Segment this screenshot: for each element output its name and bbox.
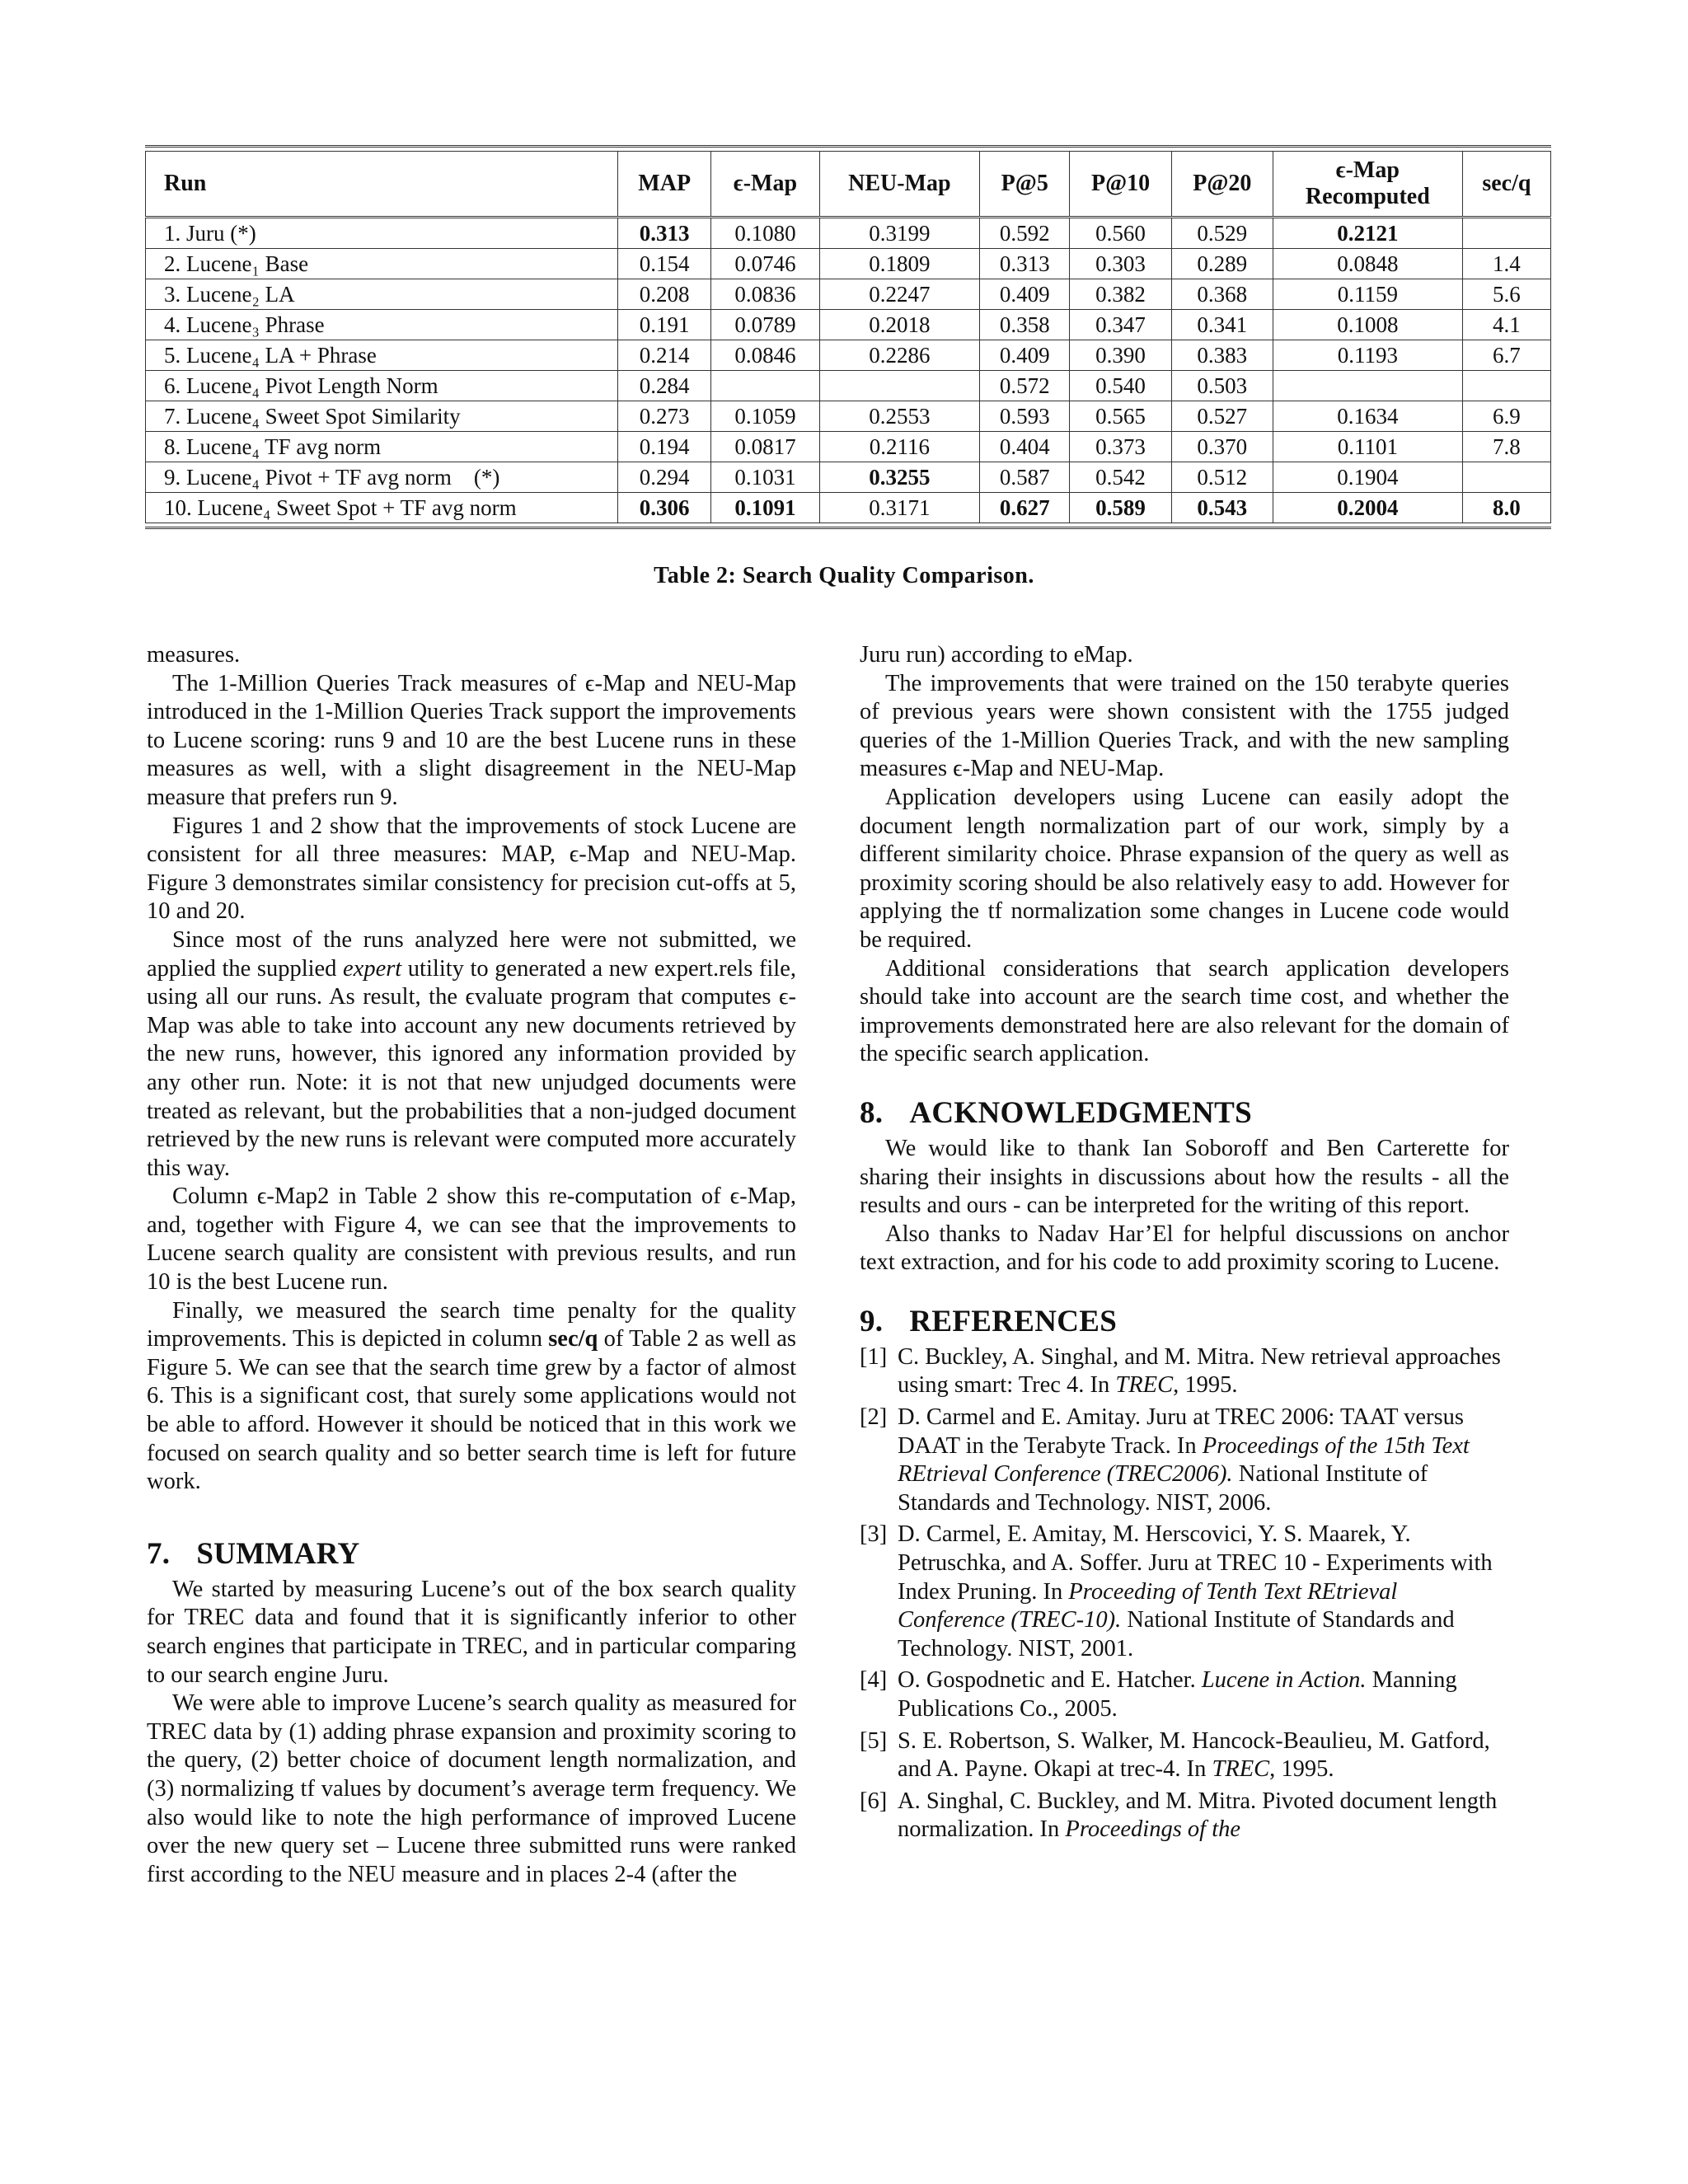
paragraph: measures.: [147, 642, 241, 668]
cell-p10: 0.382: [1070, 279, 1171, 310]
emphasis-text: TREC: [1212, 1756, 1270, 1783]
section-number: 8.: [860, 1095, 884, 1130]
cell-run: 7. Lucene₄ Sweet Spot Similarity: [146, 401, 618, 432]
cell-p10: 0.565: [1070, 401, 1171, 432]
emphasis-text: Proceeding of Tenth Text REtrieval Conference (TREC-10).: [898, 1578, 1398, 1633]
table-row: [146, 493, 1551, 523]
text-span: of Table 2 as well as Figure 5. We can see that the search time grew by a factor of almost 6. This is a significant cost, that surely some applications would not be able to afford. However it should be noticed that in this work we focused on search quality and so better search time is left for future work.: [147, 1326, 796, 1495]
col-header-secq: sec/q: [1462, 152, 1550, 218]
cell-secq: 7.8: [1462, 432, 1550, 462]
cell-p10: 0.347: [1070, 310, 1171, 340]
reference-item: [860, 1404, 1509, 1517]
reference-number: [6]: [860, 1788, 888, 1814]
cell-p10: 0.390: [1070, 340, 1171, 371]
col-header-emap-line1: ϵ-Map: [1335, 157, 1400, 183]
cell-emap: 0.0836: [711, 279, 819, 310]
text-span: , 1995.: [1269, 1756, 1334, 1783]
emphasis-text: Lucene in Action.: [1201, 1667, 1367, 1694]
bold-text: sec/q: [548, 1326, 598, 1352]
cell-map: 0.154: [618, 249, 711, 279]
col-header-p20: P@20: [1171, 152, 1273, 218]
cell-neu: [819, 371, 980, 401]
text-span: Since most of the runs analyzed here were not submitted, we applied the supplied: [147, 926, 796, 982]
cell-run: 4. Lucene₃ Phrase: [146, 310, 618, 340]
reference-item: [860, 1788, 1509, 1844]
cell-p5: 0.627: [980, 493, 1070, 523]
cell-p20: 0.529: [1171, 218, 1273, 249]
reference-list: [860, 1343, 1509, 1844]
cell-run: 1. Juru (*): [146, 218, 618, 249]
table-row: [146, 340, 1551, 371]
reference-item: [860, 1343, 1509, 1400]
cell-p20: 0.543: [1171, 493, 1273, 523]
text-span: O. Gospodnetic and E. Hatcher.: [898, 1667, 1202, 1694]
text-span: A. Singhal, C. Buckley, and M. Mitra. Pivoted document length normalization. In: [898, 1788, 1498, 1843]
cell-run: 9. Lucene₄ Pivot + TF avg norm (*): [146, 462, 618, 493]
cell-emap: 0.0789: [711, 310, 819, 340]
cell-run: 2. Lucene₁ Base: [146, 249, 618, 279]
text-span: Manning Publications Co., 2005.: [898, 1667, 1457, 1722]
cell-p20: 0.289: [1171, 249, 1273, 279]
table-row: [146, 462, 1551, 493]
paragraph: Juru run) according to eMap.: [860, 642, 1133, 668]
cell-p20: 0.503: [1171, 371, 1273, 401]
cell-recomputed: 0.1634: [1273, 401, 1462, 432]
col-header-run: Run: [146, 152, 618, 218]
text-span: , 1995.: [1173, 1372, 1238, 1399]
cell-p10: 0.589: [1070, 493, 1171, 523]
cell-p10: 0.303: [1070, 249, 1171, 279]
cell-run: 3. Lucene₂ LA: [146, 279, 618, 310]
cell-p5: 0.404: [980, 432, 1070, 462]
paragraph: The 1-Million Queries Track measures of ϵ-Map and NEU-Map introduced in the 1-Million Queries Track support the improvements to Lucene scoring: runs 9 and 10 are the best Lucene runs in these measures as well, with a slight disagreement in the NEU-Map measure that prefers run 9.: [147, 670, 796, 810]
col-header-neu-map: NEU-Map: [819, 152, 980, 218]
cell-map: 0.194: [618, 432, 711, 462]
cell-emap: 0.1059: [711, 401, 819, 432]
search-quality-table: [145, 151, 1551, 523]
cell-map: 0.208: [618, 279, 711, 310]
col-header-emap-line2: Recomputed: [1305, 184, 1430, 209]
cell-p10: 0.560: [1070, 218, 1171, 249]
cell-neu: 0.1809: [819, 249, 980, 279]
cell-recomputed: 0.2121: [1273, 218, 1462, 249]
cell-map: 0.294: [618, 462, 711, 493]
cell-p5: 0.572: [980, 371, 1070, 401]
cell-p5: 0.358: [980, 310, 1070, 340]
table-row: [146, 310, 1551, 340]
cell-p5: 0.587: [980, 462, 1070, 493]
cell-p5: 0.409: [980, 340, 1070, 371]
cell-secq: 6.7: [1462, 340, 1550, 371]
cell-map: 0.284: [618, 371, 711, 401]
cell-recomputed: 0.1101: [1273, 432, 1462, 462]
section-number: 9.: [860, 1304, 884, 1338]
reference-number: [3]: [860, 1521, 888, 1548]
reference-item: [860, 1727, 1509, 1784]
paragraph: We started by measuring Lucene’s out of the box search quality for TREC data and found that it is significantly inferior to other search engines that participate in TREC, and in particular comparing to our search engine Juru.: [147, 1576, 796, 1688]
cell-emap: 0.0817: [711, 432, 819, 462]
section-heading-acknowledgments: [860, 1097, 1509, 1130]
cell-secq: 4.1: [1462, 310, 1550, 340]
paragraph: [147, 1297, 796, 1497]
table-row: [146, 371, 1551, 401]
cell-p5: 0.409: [980, 279, 1070, 310]
cell-run: 6. Lucene₄ Pivot Length Norm: [146, 371, 618, 401]
cell-map: 0.214: [618, 340, 711, 371]
cell-p20: 0.341: [1171, 310, 1273, 340]
reference-item: [860, 1521, 1509, 1663]
cell-p10: 0.540: [1070, 371, 1171, 401]
section-heading-references: [860, 1305, 1509, 1338]
col-header-emap-recomputed: [1273, 152, 1462, 218]
text-span: S. E. Robertson, S. Walker, M. Hancock-Beaulieu, M. Gatford, and A. Payne. Okapi at trec-4. In: [898, 1727, 1490, 1783]
cell-map: 0.191: [618, 310, 711, 340]
left-column: [147, 641, 796, 1889]
cell-p5: 0.593: [980, 401, 1070, 432]
text-span: utility to generated a new expert.rels file, using all our runs. As result, the ϵvaluate program that computes ϵ-Map was able to take into account any new documents retrieved by the new runs, however, this ignored any information provided by any other run. Note: it is not that new unjudged documents were treated as relevant, but the probabilities that a non-judged document retrieved by the new runs is relevant were computed more accurately this way.: [147, 955, 797, 1181]
paragraph: We would like to thank Ian Soboroff and Ben Carterette for sharing their insights in discussions about how the results - all the results and ours - can be interpreted for the writing of this report.: [860, 1135, 1509, 1219]
emphasis-text: Proceedings of the 15th Text REtrieval Conference (TREC2006).: [898, 1432, 1470, 1488]
col-header-map: MAP: [618, 152, 711, 218]
cell-neu: 0.2116: [819, 432, 980, 462]
cell-emap: 0.0746: [711, 249, 819, 279]
text-span: C. Buckley, A. Singhal, and M. Mitra. New retrieval approaches using smart: Trec 4. In: [898, 1343, 1501, 1399]
reference-number: [2]: [860, 1404, 888, 1431]
cell-secq: [1462, 371, 1550, 401]
emphasis-text: TREC: [1115, 1372, 1174, 1399]
section-number: 7.: [147, 1536, 171, 1571]
cell-neu: 0.2286: [819, 340, 980, 371]
cell-p10: 0.373: [1070, 432, 1171, 462]
cell-p5: 0.313: [980, 249, 1070, 279]
reference-number: [4]: [860, 1667, 888, 1694]
cell-emap: [711, 371, 819, 401]
table-row: [146, 218, 1551, 249]
reference-number: [5]: [860, 1727, 888, 1754]
cell-secq: 1.4: [1462, 249, 1550, 279]
cell-p20: 0.383: [1171, 340, 1273, 371]
emphasis-text: Proceedings of the: [1065, 1816, 1241, 1843]
cell-map: 0.313: [618, 218, 711, 249]
cell-secq: [1462, 462, 1550, 493]
paragraph: Additional considerations that search application developers should take into account are the search time cost, and whether the improvements demonstrated here are also relevant for the domain of the specific search application.: [860, 955, 1509, 1067]
text-span: D. Carmel, E. Amitay, M. Herscovici, Y. S. Maarek, Y. Petruschka, and A. Soffer. Juru at TREC 10 - Experiments with Index Pruning. In: [898, 1521, 1493, 1605]
cell-neu: 0.2018: [819, 310, 980, 340]
cell-emap: 0.1031: [711, 462, 819, 493]
right-column: [860, 641, 1509, 1848]
text-span: National Institute of Standards and Technology. NIST, 2006.: [898, 1461, 1428, 1516]
paragraph: Column ϵ-Map2 in Table 2 show this re-computation of ϵ-Map, and, together with Figure 4, we can see that the improvements to Lucene search quality are consistent with previous results, and run 10 is the best Lucene run.: [147, 1183, 796, 1296]
cell-emap: 0.1091: [711, 493, 819, 523]
cell-secq: 5.6: [1462, 279, 1550, 310]
cell-run: 10. Lucene₄ Sweet Spot + TF avg norm: [146, 493, 618, 523]
paragraph: The improvements that were trained on the 150 terabyte queries of previous years were shown consistent with the 1755 judged queries of the 1-Million Queries Track, and with the new sampling measures ϵ-Map and NEU-Map.: [860, 670, 1509, 782]
paragraph: [147, 926, 796, 1183]
section-title: SUMMARY: [196, 1536, 360, 1571]
emphasis-text: expert: [343, 955, 402, 982]
col-header-emap: ϵ-Map: [711, 152, 819, 218]
table-row: [146, 401, 1551, 432]
cell-recomputed: 0.2004: [1273, 493, 1462, 523]
cell-emap: 0.0846: [711, 340, 819, 371]
cell-p5: 0.592: [980, 218, 1070, 249]
section-heading-summary: [147, 1538, 796, 1571]
paragraph: Also thanks to Nadav Har’El for helpful discussions on anchor text extraction, and for his code to add proximity scoring to Lucene.: [860, 1221, 1509, 1276]
cell-neu: 0.3255: [819, 462, 980, 493]
cell-recomputed: [1273, 371, 1462, 401]
reference-number: [1]: [860, 1343, 888, 1370]
cell-run: 8. Lucene₄ TF avg norm: [146, 432, 618, 462]
cell-p20: 0.512: [1171, 462, 1273, 493]
table-header-row: [146, 152, 1551, 218]
reference-item: [860, 1666, 1509, 1723]
section-title: ACKNOWLEDGMENTS: [909, 1095, 1253, 1130]
paragraph: We were able to improve Lucene’s search quality as measured for TREC data by (1) adding phrase expansion and proximity scoring to the query, (2) better choice of document length normalization, and (3) normalizing tf values by document’s average term frequency. We also would like to note the high performance of improved Lucene over the new query set – Lucene three submitted runs were ranked first according to the NEU measure and in places 2-4 (after the: [147, 1690, 796, 1887]
cell-secq: 8.0: [1462, 493, 1550, 523]
cell-neu: 0.3199: [819, 218, 980, 249]
cell-map: 0.306: [618, 493, 711, 523]
cell-p20: 0.368: [1171, 279, 1273, 310]
text-span: Finally, we measured the search time penalty for the quality improvements. This is depicted in column: [147, 1297, 796, 1352]
cell-neu: 0.2553: [819, 401, 980, 432]
table-row: [146, 432, 1551, 462]
table-body: [146, 218, 1551, 523]
cell-secq: 6.9: [1462, 401, 1550, 432]
cell-secq: [1462, 218, 1550, 249]
cell-p20: 0.527: [1171, 401, 1273, 432]
paragraph: Figures 1 and 2 show that the improvements of stock Lucene are consistent for all three measures: MAP, ϵ-Map and NEU-Map. Figure 3 demonstrates similar consistency for precision cut-offs at 5, 10 and 20.: [147, 813, 796, 925]
cell-emap: 0.1080: [711, 218, 819, 249]
col-header-p10: P@10: [1070, 152, 1171, 218]
cell-recomputed: 0.1904: [1273, 462, 1462, 493]
text-span: D. Carmel and E. Amitay. Juru at TREC 2006: TAAT versus DAAT in the Terabyte Track. In: [898, 1404, 1464, 1459]
cell-neu: 0.3171: [819, 493, 980, 523]
cell-neu: 0.2247: [819, 279, 980, 310]
cell-recomputed: 0.0848: [1273, 249, 1462, 279]
cell-recomputed: 0.1193: [1273, 340, 1462, 371]
section-title: REFERENCES: [909, 1304, 1118, 1338]
table-row: [146, 279, 1551, 310]
cell-p20: 0.370: [1171, 432, 1273, 462]
table-caption: Table 2: Search Quality Comparison.: [654, 563, 1034, 588]
cell-p10: 0.542: [1070, 462, 1171, 493]
cell-run: 5. Lucene₄ LA + Phrase: [146, 340, 618, 371]
text-span: National Institute of Standards and Technology. NIST, 2001.: [898, 1607, 1455, 1661]
paragraph: Application developers using Lucene can easily adopt the document length normalization part of our work, simply by a different similarity choice. Phrase expansion of the query as well as proximity scoring should be also relatively easy to add. However for applying the tf normalization some changes in Lucene code would be required.: [860, 784, 1509, 953]
table-row: [146, 249, 1551, 279]
results-table-container: [145, 145, 1551, 529]
cell-recomputed: 0.1159: [1273, 279, 1462, 310]
cell-recomputed: 0.1008: [1273, 310, 1462, 340]
cell-map: 0.273: [618, 401, 711, 432]
col-header-p5: P@5: [980, 152, 1070, 218]
